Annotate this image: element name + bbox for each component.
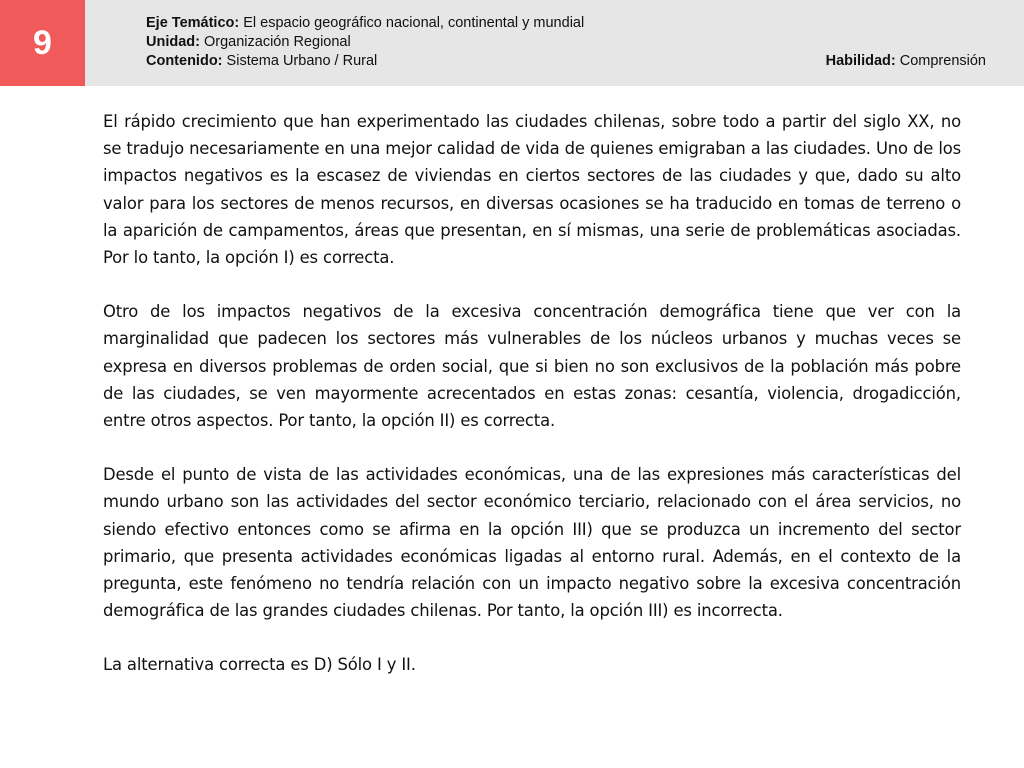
header-meta (146, 14, 584, 71)
unidad-label: Unidad: (146, 34, 200, 50)
unidad-value: Organización Regional (204, 34, 351, 50)
eje-tematico-label: Eje Temático: (146, 15, 240, 31)
habilidad-label: Habilidad: (825, 53, 896, 69)
habilidad-line (826, 52, 986, 71)
eje-tematico-value: El espacio geográfico nacional, continental y mundial (243, 15, 585, 31)
contenido-line (146, 52, 584, 71)
explanation-body (103, 108, 961, 679)
contenido-label: Contenido: (146, 53, 223, 69)
unidad-line (146, 33, 584, 52)
paragraph-opcion-iii: Desde el punto de vista de las actividades económicas, una de las expresiones más características del mundo urbano son las actividades del sector económico terciario, relacionado con el área servicios, no siendo efectivo entonces como se afirma en la opción III) que se produzca un incremento del sector primario, que presenta actividades económicas ligadas al entorno rural. Además, en el contexto de la pregunta, este fenómeno no tendría relación con un impacto negativo sobre la excesiva concentración demográfica de las grandes ciudades chilenas. Por tanto, la opción III) es incorrecta. (103, 465, 961, 621)
paragraph-opcion-i: El rápido crecimiento que han experimentado las ciudades chilenas, sobre todo a partir del siglo XX, no se tradujo necesariamente en una mejor calidad de vida de quienes emigraban a las ciudades. Uno de los impactos negativos es la escasez de viviendas en ciertos sectores de las ciudades y que, dado su alto valor para los sectores de menos recursos, en diversas ocasiones se ha traducido en tomas de terreno o la aparición de campamentos, áreas que presentan, en sí mismas, una serie de problemáticas asociadas. Por lo tanto, la opción I) es correcta. (103, 112, 961, 268)
contenido-value: Sistema Urbano / Rural (226, 53, 378, 69)
question-number-badge (0, 0, 85, 86)
eje-tematico-line (146, 14, 584, 33)
habilidad-value: Comprensión (899, 53, 986, 69)
paragraph-opcion-ii: Otro de los impactos negativos de la excesiva concentración demográfica tiene que ver con la marginalidad que padecen los sectores más vulnerables de los núcleos urbanos y muchas veces se expresa en diversos problemas de orden social, que si bien no son exclusivos de la población más pobre de las ciudades, se ven mayormente acrecentados en estas zonas: cesantía, violencia, drogadicción, entre otros aspectos. Por tanto, la opción II) es correcta. (103, 302, 961, 431)
question-number: 9 (33, 24, 52, 62)
correct-answer: La alternativa correcta es D) Sólo I y II. (103, 655, 416, 675)
